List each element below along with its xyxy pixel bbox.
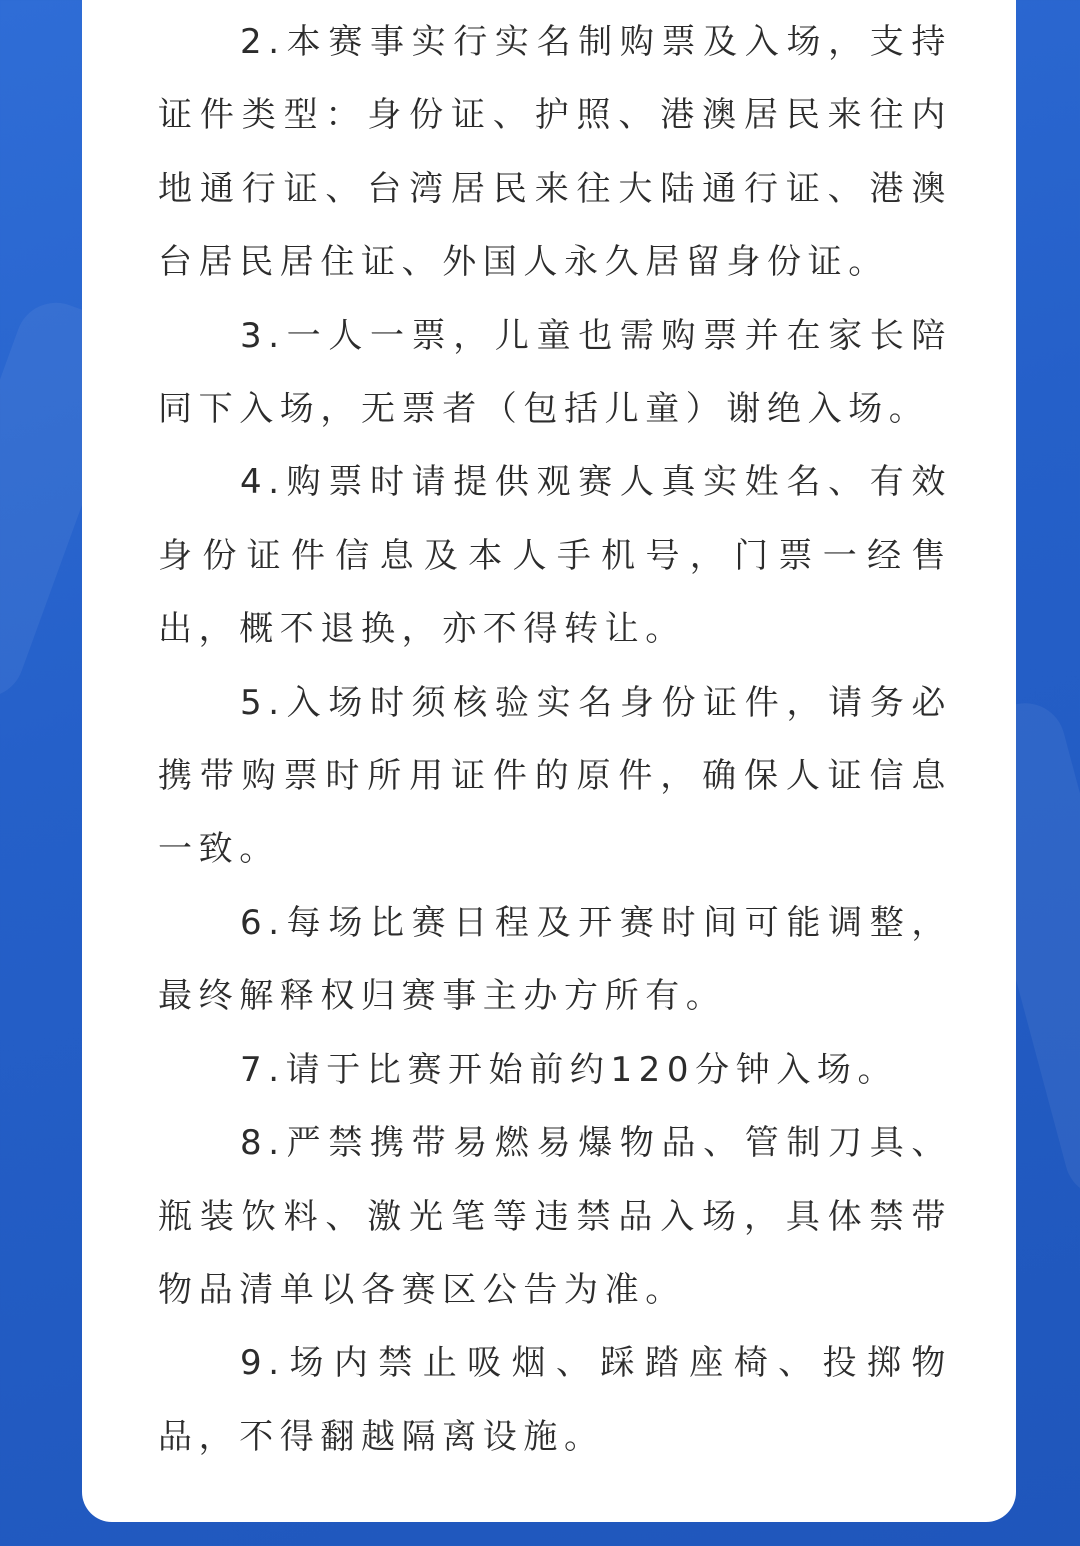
notice-item-9: 9.场内禁止吸烟、踩踏座椅、投掷物品，不得翻越隔离设施。 [158,1343,952,1457]
notice-card [82,0,1016,1522]
notice-item-5: 5.入场时须核验实名身份证件，请务必携带购票时所用证件的原件，确保人证信息一致。 [158,682,952,870]
notice-item-7: 7.请于比赛开始前约120分钟入场。 [240,1049,899,1090]
notice-item-8: 8.严禁携带易燃易爆物品、管制刀具、瓶装饮料、激光笔等违禁品入场，具体禁带物品清单以各赛区公告为准。 [158,1123,952,1310]
notice-item-2: 2.本赛事实行实名制购票及入场，支持证件类型：身份证、护照、港澳居民来往内地通行证、台湾居民来往大陆通行证、港澳台居民居住证、外国人永久居留身份证。 [158,22,952,283]
notice-list [158,6,952,1474]
notice-item-4: 4.购票时请提供观赛人真实姓名、有效身份证件信息及本人手机号，门票一经售出，概不退换，亦不得转让。 [158,462,952,650]
notice-item-6: 6.每场比赛日程及开赛时间可能调整，最终解释权归赛事主办方所有。 [158,902,952,1017]
notice-item-3: 3.一人一票，儿童也需购票并在家长陪同下入场，无票者（包括儿童）谢绝入场。 [158,315,952,430]
